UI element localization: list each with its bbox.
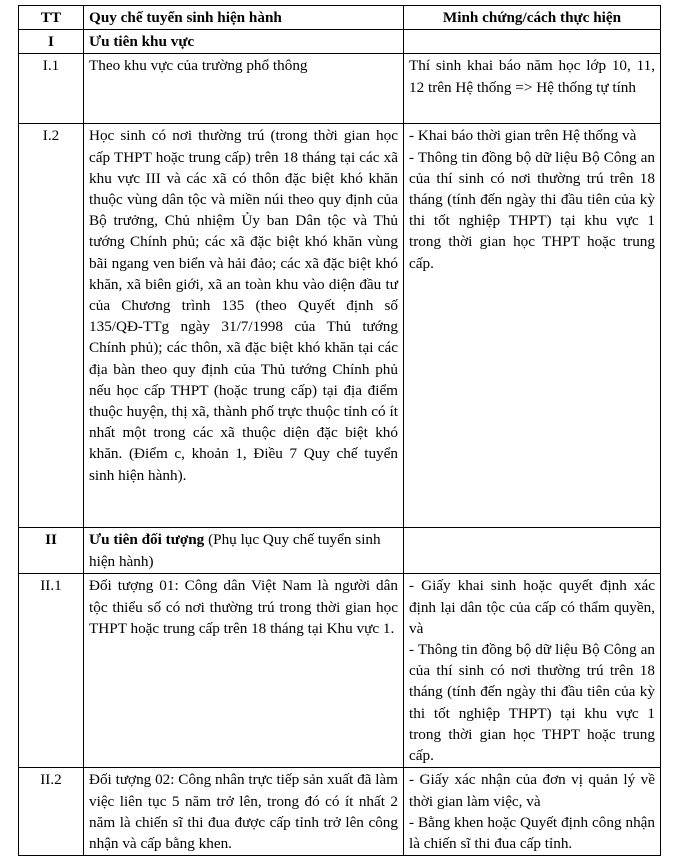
table-row-section-II xyxy=(19,528,661,574)
section-title-rest: (Phụ lục Quy chế tuyển sinh hiện hành) xyxy=(89,531,381,570)
evidence-cell xyxy=(404,528,661,574)
table-row-II2 xyxy=(19,768,661,856)
rule-cell xyxy=(84,768,404,856)
evidence-cell xyxy=(404,768,661,856)
table-row-II1 xyxy=(19,574,661,768)
evidence-cell xyxy=(404,30,661,54)
evidence-cell xyxy=(404,124,661,528)
row-id-cell: II.2 xyxy=(19,768,84,856)
header-tt: TT xyxy=(19,6,84,30)
rule-cell xyxy=(84,124,404,528)
table-row-I2 xyxy=(19,124,661,528)
rule-cell xyxy=(84,54,404,124)
evidence-bullet: - Thông tin đồng bộ dữ liệu Bộ Công an của thí sinh có nơi thường trú trên 18 tháng (tính đến ngày thi đầu tiên của kỳ thi tốt nghiệp THPT) tại khu vực 1 trong thời gian học THPT hoặc trung cấp. xyxy=(409,641,655,765)
header-rule: Quy chế tuyển sinh hiện hành xyxy=(84,6,404,30)
regulation-table xyxy=(18,5,661,856)
rule-cell xyxy=(84,528,404,574)
section-title: Ưu tiên đối tượng xyxy=(89,531,205,549)
rule-cell xyxy=(84,30,404,54)
rule-cell xyxy=(84,574,404,768)
rule-text: Học sinh có nơi thường trú (trong thời gian học cấp THPT hoặc trung cấp) trên 18 tháng tại các xã khu vực III và các xã có thôn đặc biệt khó khăn thuộc vùng dân tộc và miền núi theo quy định của Bộ trưởng, Chủ nhiệm Ủy ban Dân tộc và Thủ tướng Chính phủ; các xã đặc biệt khó khăn vùng bãi ngang ven biển và hải đảo; các xã đặc biệt khó khăn, xã biên giới, xã an toàn khu vào diện đầu tư của Chương trình 135 (theo Quyết định số 135/QĐ-TTg ngày 31/7/1998 của Thủ tướng Chính phủ); các thôn, xã đặc biệt khó khăn tại các địa bàn theo quy định của Thủ tướng Chính phủ nếu học cấp THPT (hoặc trung cấp) tại địa điểm thuộc huyện, thị xã, thành phố trực thuộc tỉnh có ít nhất một trong các xã thuộc diện đặc biệt khó khăn. (Điểm c, khoản 1, Điều 7 Quy chế tuyển sinh hiện hành). xyxy=(89,127,398,484)
rule-text: Đối tượng 02: Công nhân trực tiếp sản xuất đã làm việc liên tục 5 năm trở lên, trong đó có ít nhất 2 năm là chiến sĩ thi đua được cấp tỉnh trở lên công nhận và cấp bằng khen. xyxy=(89,771,398,853)
table-header-row xyxy=(19,6,661,30)
row-id-cell: II xyxy=(19,528,84,574)
evidence-cell xyxy=(404,54,661,124)
table-row-I1 xyxy=(19,54,661,124)
row-id-cell: I.2 xyxy=(19,124,84,528)
evidence-bullet: - Bằng khen hoặc Quyết định công nhận là chiến sĩ thi đua cấp tỉnh. xyxy=(409,813,655,853)
evidence-bullet: - Giấy xác nhận của đơn vị quản lý về thời gian làm việc, và xyxy=(409,771,655,810)
evidence-bullet: - Khai báo thời gian trên Hệ thống và xyxy=(409,127,637,145)
rule-text: Đối tượng 01: Công dân Việt Nam là người dân tộc thiểu số có nơi thường trú trong thời gian học THPT hoặc trung cấp trên 18 tháng tại Khu vực 1. xyxy=(89,577,398,637)
row-id-cell: I xyxy=(19,30,84,54)
evidence-cell xyxy=(404,574,661,768)
evidence-bullet: - Giấy khai sinh hoặc quyết định xác định lại dân tộc của cấp có thẩm quyền, và xyxy=(409,577,655,637)
section-title: Ưu tiên khu vực xyxy=(89,33,195,51)
table-row-section-I xyxy=(19,30,661,54)
rule-text: Theo khu vực của trường phổ thông xyxy=(89,57,308,75)
row-id-cell: II.1 xyxy=(19,574,84,768)
row-id-cell: I.1 xyxy=(19,54,84,124)
evidence-bullet: - Thông tin đồng bộ dữ liệu Bộ Công an của thí sinh có nơi thường trú trên 18 tháng (tính đến ngày thi đầu tiên của kỳ thi tốt nghiệp THPT) tại khu vực 1 trong thời gian học THPT hoặc trung cấp. xyxy=(409,148,655,272)
header-evidence: Minh chứng/cách thực hiện xyxy=(404,6,661,30)
evidence-text: Thí sinh khai báo năm học lớp 10, 11, 12 trên Hệ thống => Hệ thống tự tính xyxy=(409,57,655,96)
